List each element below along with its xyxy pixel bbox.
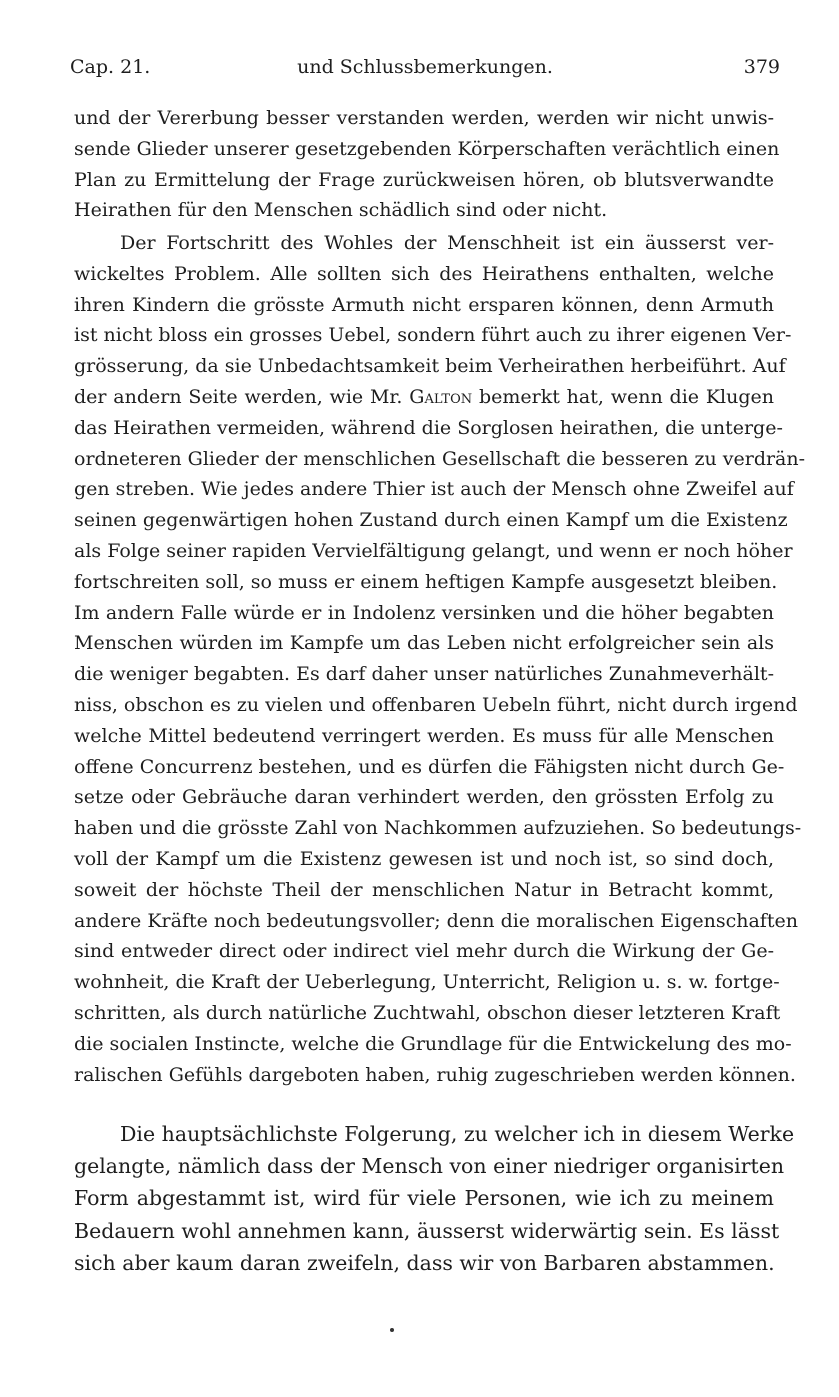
page-header xyxy=(70,56,780,86)
text-line: wohnheit, die Kraft der Ueberlegung, Unterricht, Religion u. s. w. fortge- xyxy=(74,971,780,994)
text-line: die socialen Instincte, welche die Grundlage für die Entwickelung des mo- xyxy=(74,1032,792,1055)
text-line: Menschen würden im Kampfe um das Leben nicht erfolgreicher sein als xyxy=(74,632,774,655)
text-line: gen streben. Wie jedes andere Thier ist auch der Mensch ohne Zweifel auf xyxy=(74,478,794,501)
text-line: Form abgestammt ist, wird für viele Personen, wie ich zu meinem xyxy=(74,1186,774,1211)
text-line: Plan zu Ermittelung der Frage zurückweisen hören, ob blutsverwandte xyxy=(74,168,774,191)
text-line: niss, obschon es zu vielen und offenbaren Uebeln führt, nicht durch irgend xyxy=(74,693,798,716)
text-line: ralischen Gefühls dargeboten haben, ruhig zugeschrieben werden können. xyxy=(74,1063,796,1086)
text-line xyxy=(74,382,774,413)
paragraph-1 xyxy=(74,103,780,226)
text-fragment: der andern Seite werden, wie Mr. xyxy=(74,385,410,408)
text-line: grösserung, da sie Unbedachtsamkeit beim Verheirathen herbeiführt. Auf xyxy=(74,355,786,378)
text-line: und der Vererbung besser verstanden werden, werden wir nicht unwis- xyxy=(74,107,774,129)
text-line: Im andern Falle würde er in Indolenz versinken und die höher begabten xyxy=(74,601,774,624)
text-line: sende Glieder unserer gesetzgebenden Körperschaften verächtlich einen xyxy=(74,137,780,160)
text-line: gelangte, nämlich dass der Mensch von einer niedriger organisirten xyxy=(74,1154,785,1179)
chapter-label: Cap. 21. xyxy=(70,56,151,78)
text-line: Bedauern wohl annehmen kann, äusserst widerwärtig sein. Es lässt xyxy=(74,1218,780,1243)
text-line: fortschreiten soll, so muss er einem heftigen Kampfe ausgesetzt bleiben. xyxy=(74,570,778,593)
text-line: ihren Kindern die grösste Armuth nicht ersparen können, denn Armuth xyxy=(74,293,774,316)
text-fragment: bemerkt hat, wenn die Klugen xyxy=(472,385,774,408)
text-line: die weniger begabten. Es darf daher unser natürliches Zunahmeverhält- xyxy=(74,663,774,686)
author-name: Galton xyxy=(409,385,473,408)
text-line: offene Concurrenz bestehen, und es dürfen die Fähigsten nicht durch Ge- xyxy=(74,755,785,778)
text-line: ordneteren Glieder der menschlichen Gesellschaft die besseren zu verdrän- xyxy=(74,447,806,470)
text-line: Heirathen für den Menschen schädlich sind oder nicht. xyxy=(74,199,608,222)
paragraph-2 xyxy=(74,228,806,1090)
text-line: das Heirathen vermeiden, während die Sorglosen heirathen, die unterge- xyxy=(74,416,783,439)
text-line: seinen gegenwärtigen hohen Zustand durch einen Kampf um die Existenz xyxy=(74,509,788,532)
text-line: setze oder Gebräuche daran verhindert werden, den grössten Erfolg zu xyxy=(74,786,774,809)
paragraph-3 xyxy=(74,1118,795,1279)
text-line: sind entweder direct oder indirect viel mehr durch die Wirkung der Ge- xyxy=(74,940,774,963)
text-line: sich aber kaum daran zweifeln, dass wir von Barbaren abstammen. xyxy=(74,1250,775,1275)
text-line: andere Kräfte noch bedeutungsvoller; denn die moralischen Eigenschaften xyxy=(74,909,798,932)
text-line: welche Mittel bedeutend verringert werden. Es muss für alle Menschen xyxy=(74,724,774,747)
page-mark-dot xyxy=(390,1328,394,1332)
text-line: haben und die grösste Zahl von Nachkommen aufzuziehen. So bedeutungs- xyxy=(74,817,802,840)
text-line: voll der Kampf um die Existenz gewesen ist und noch ist, so sind doch, xyxy=(74,847,774,870)
text-line: Der Fortschritt des Wohles der Menschheit ist ein äusserst ver- xyxy=(120,232,774,254)
text-line: als Folge seiner rapiden Vervielfältigung gelangt, und wenn er noch höher xyxy=(74,539,793,562)
text-line: Die hauptsächlichste Folgerung, zu welcher ich in diesem Werke xyxy=(120,1122,795,1146)
page-number: 379 xyxy=(743,56,780,78)
text-line: soweit der höchste Theil der menschlichen Natur in Betracht kommt, xyxy=(74,878,774,901)
running-title: und Schlussbemerkungen. xyxy=(297,56,553,78)
text-line: wickeltes Problem. Alle sollten sich des Heirathens enthalten, welche xyxy=(74,262,774,285)
text-line: ist nicht bloss ein grosses Uebel, sondern führt auch zu ihrer eigenen Ver- xyxy=(74,324,792,347)
text-line: schritten, als durch natürliche Zuchtwahl, obschon dieser letzteren Kraft xyxy=(74,1001,781,1024)
